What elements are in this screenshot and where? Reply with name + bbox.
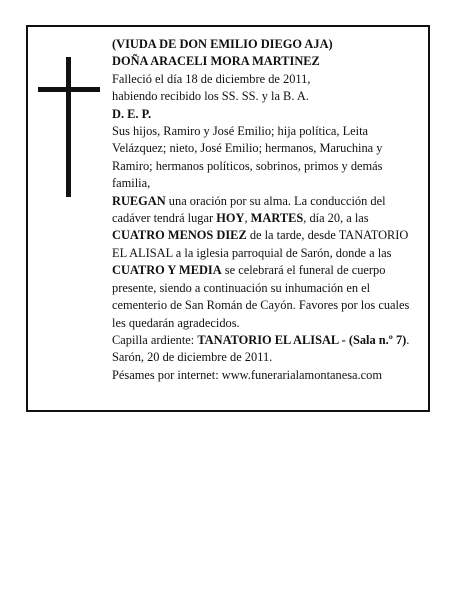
chapel-location: TANATORIO EL ALISAL - (Sala n.º 7) bbox=[197, 332, 407, 347]
ruegan: RUEGAN bbox=[112, 193, 166, 208]
death-line-2: habiendo recibido los SS. SS. y la B. A. bbox=[112, 89, 309, 104]
deceased-name: DOÑA ARACELI MORA MARTINEZ bbox=[112, 54, 320, 69]
widow-heading: (VIUDA DE DON EMILIO DIEGO AJA) bbox=[112, 37, 333, 51]
obituary-text bbox=[112, 36, 420, 384]
date-place: Sarón, 20 de diciembre de 2011. bbox=[112, 350, 273, 365]
time-1: CUATRO MENOS DIEZ bbox=[112, 228, 247, 243]
death-line-1: Falleció el día 18 de diciembre de 2011, bbox=[112, 71, 311, 86]
dep: D. E. P. bbox=[112, 106, 152, 121]
day-martes: MARTES bbox=[250, 211, 304, 226]
day-hoy: HOY bbox=[216, 211, 245, 226]
ceremony-paragraph: RUEGAN una oración por su alma. La conducción del cadáver tendrá lugar HOY, MARTES, día 20, a las CUATRO MENOS DIEZ de la tarde, desde TANATORIO EL ALISAL a la iglesia parroquial de Sarón, donde a las CUATRO Y MEDIA se celebrará el funeral de cuerpo presente, siendo a continuación su inhumación en el cementerio de San Román de Cayón. Favores por los cuales les quedarán agradecidos. bbox=[112, 193, 410, 330]
condolences-line: Pésames por internet: www.funerarialamontanesa.com bbox=[112, 367, 382, 382]
chapel-line: Capilla ardiente: TANATORIO EL ALISAL - (Sala n.º 7). bbox=[112, 332, 410, 347]
cross-icon bbox=[38, 57, 100, 197]
time-2: CUATRO Y MEDIA bbox=[112, 263, 222, 278]
family-list: Sus hijos, Ramiro y José Emilio; hija política, Leita Velázquez; nieto, José Emilio; hermanos, Maruchina y Ramiro; hermanos políticos, sobrinos, primos y demás familia, bbox=[112, 124, 383, 191]
